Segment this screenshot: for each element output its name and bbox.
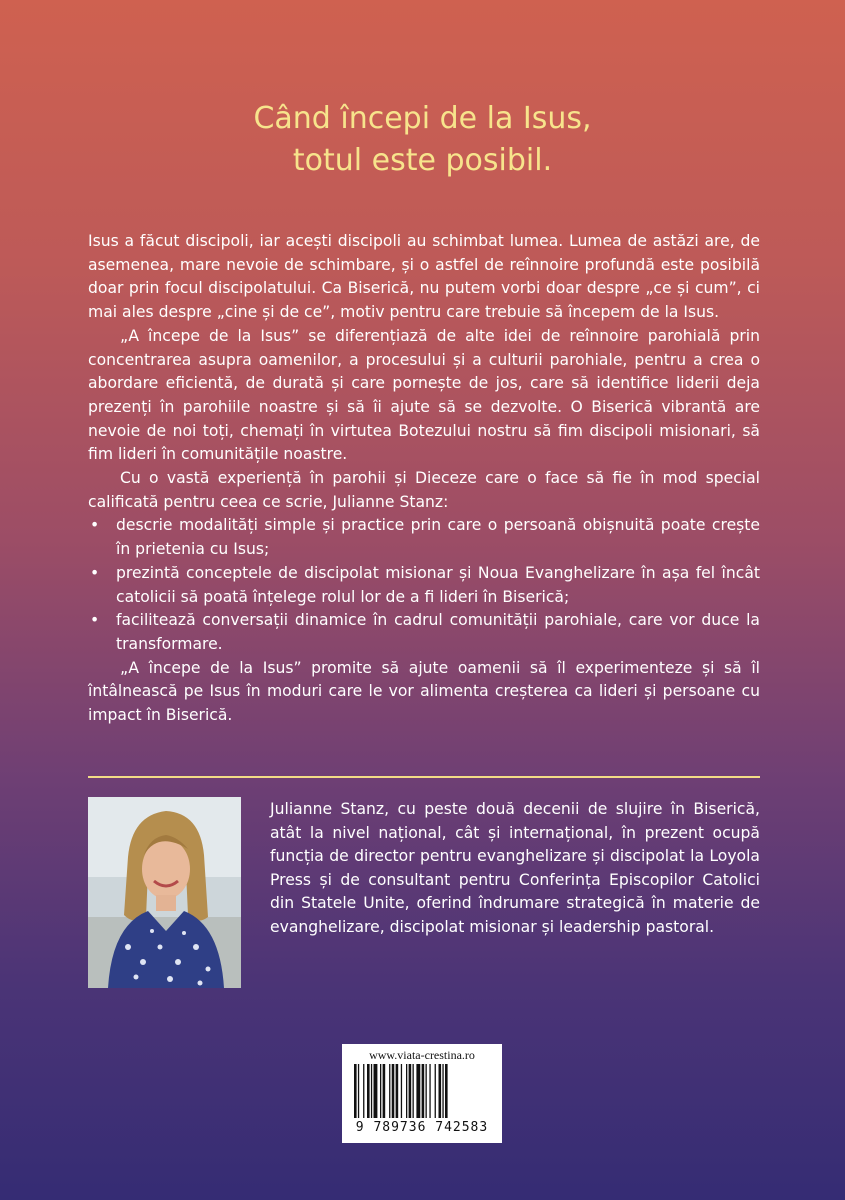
barcode-bar <box>416 1064 420 1118</box>
barcode-bar <box>435 1064 436 1118</box>
list-item <box>88 609 760 656</box>
barcode-bar <box>439 1064 442 1118</box>
barcode-bar <box>422 1064 425 1118</box>
bullet-icon: • <box>90 516 100 535</box>
barcode-bar <box>389 1064 390 1118</box>
bullet-icon: • <box>90 563 100 582</box>
book-description <box>88 230 760 728</box>
list-item <box>88 562 760 609</box>
barcode-bar <box>374 1064 378 1118</box>
section-divider <box>88 776 760 778</box>
publisher-website: www.viata-crestina.ro <box>369 1048 475 1062</box>
barcode-bar <box>367 1064 370 1118</box>
description-paragraph-3: Cu o vastă experiență în parohii și Dieceze care o face să fie în mod special calificată pentru ceea ce scrie, Julianne Stanz: <box>88 469 760 511</box>
barcode-bar <box>445 1064 448 1118</box>
list-item <box>88 514 760 561</box>
barcode-bar <box>354 1064 357 1118</box>
barcode-bar <box>358 1064 359 1118</box>
barcode-bar <box>409 1064 412 1118</box>
barcode-bar <box>363 1064 364 1118</box>
barcode-bar <box>396 1064 399 1118</box>
description-paragraph-2: „A începe de la Isus” se diferențiază de alte idei de reînnoire parohială prin concentrarea asupra oamenilor, a procesului și a culturii parohiale, pentru a crea o abordare eficientă, de durată și care pornește de jos, care să identifice liderii deja prezenți în parohiile noastre și să îi ajute să se dezvolte. O Biserică vibrantă are nevoie de noi toți, chemați în virtutea Botezului nostru să fim discipoli misionari, să fim lideri în comunitățile noastre. <box>88 326 760 464</box>
isbn-number: 9 789736 742583 <box>355 1120 489 1135</box>
barcode-bar <box>401 1064 402 1118</box>
title-line-1: Când începi de la Isus, <box>253 101 592 136</box>
feature-list <box>88 514 760 656</box>
book-title <box>0 98 845 182</box>
author-bio: Julianne Stanz, cu peste două decenii de slujire în Biserică, atât la nivel național, cât și internațional, în prezent ocupă funcția de director pentru evanghelizare și discipolat la Loyola Press și de consultant pentru Conferința Episcopilor Catolici din Statele Unite, oferind îndrumare strategică în materie de evanghelizare, discipolat misionar și leadership pastoral. <box>270 800 760 936</box>
barcode-bar <box>429 1064 430 1118</box>
barcode <box>342 1044 502 1143</box>
list-item-text: facilitează conversații dinamice în cadrul comunității parohiale, care vor duce la transformare. <box>116 611 760 653</box>
barcode-bar <box>406 1064 407 1118</box>
barcode-bar <box>442 1064 443 1118</box>
list-item-text: prezintă conceptele de discipolat misionar și Noua Evanghelizare în așa fel încât catolicii să poată înțelege rolul lor de a fi lideri în Biserică; <box>116 563 760 606</box>
barcode-bar <box>413 1064 414 1118</box>
description-paragraph-1: Isus a făcut discipoli, iar acești discipoli au schimbat lumea. Lumea de astăzi are, de asemenea, mare nevoie de schimbare, și o astfel de reînnoire profundă este posibilă doar prin focul discipolatului. Ca Biserică, nu putem vorbi doar despre „ce și cum”, ci mai ales despre „cine și de ce”, motiv pentru care trebuie să începem de la Isus. <box>88 232 760 322</box>
barcode-bar <box>380 1064 381 1118</box>
barcode-bar <box>392 1064 395 1118</box>
author-photo <box>88 797 241 988</box>
author-portrait-illustration <box>88 797 241 988</box>
title-line-2: totul este posibil. <box>292 143 553 178</box>
description-paragraph-4: „A începe de la Isus” promite să ajute oamenii să îl experimenteze și să îl întâlnească pe Isus în moduri care le vor alimenta creșterea ca lideri și persoane cu impact în Biserică. <box>88 658 760 725</box>
barcode-bars <box>342 1064 502 1124</box>
barcode-bar <box>371 1064 372 1118</box>
list-item-text: descrie modalități simple și practice prin care o persoană obișnuită poate crește în prietenia cu Isus; <box>116 516 760 559</box>
barcode-bar <box>383 1064 386 1118</box>
barcode-bar <box>426 1064 427 1118</box>
bullet-icon: • <box>90 611 100 630</box>
